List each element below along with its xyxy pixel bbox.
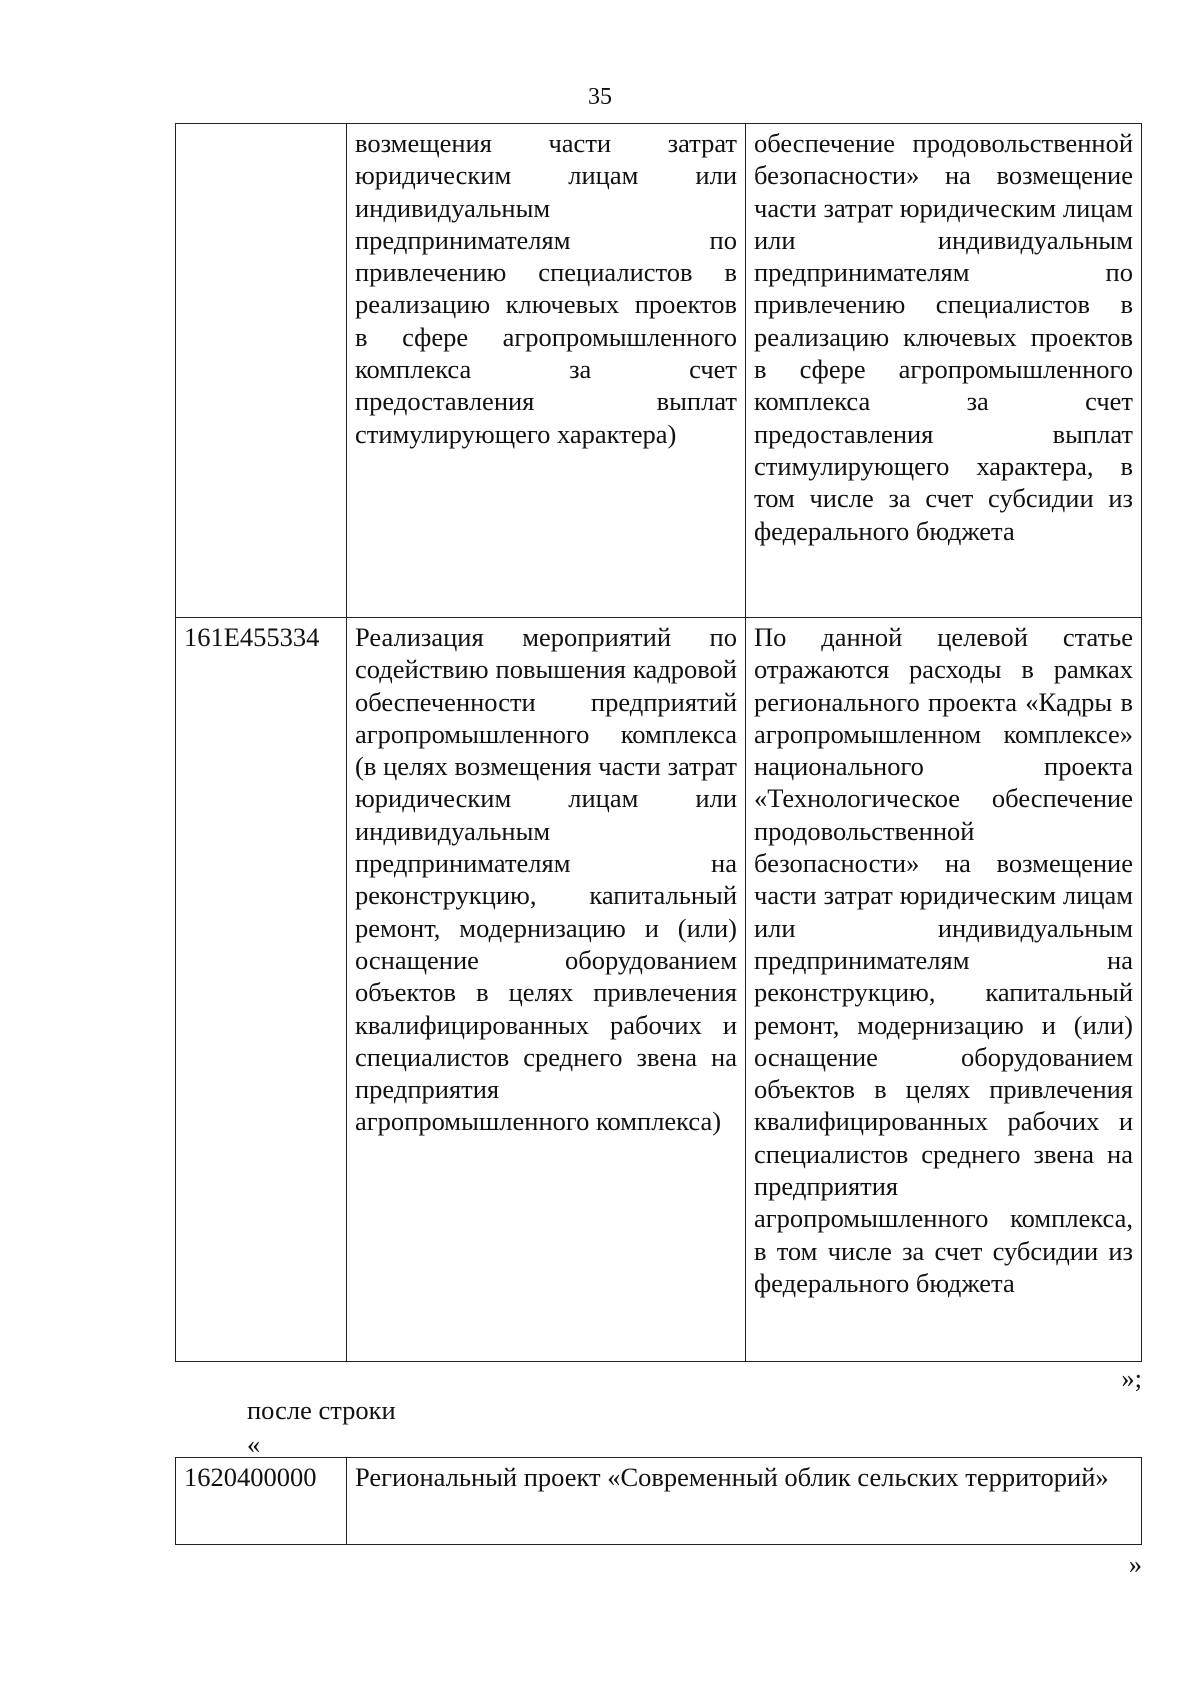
code-cell (176, 618, 347, 1362)
inserted-row-table (175, 1457, 1142, 1545)
table-row (176, 1458, 1142, 1545)
table-row (176, 124, 1142, 618)
code-cell (176, 124, 347, 618)
code-cell (176, 1458, 347, 1545)
article-name: возмещения части затрат юридическим лицам или индивидуальным предпринимателям по привлечению специалистов в реализацию ключевых проектов в сфере агропромышленного комплекса за счет предоставления выплат стимулирующего характера) (355, 128, 737, 449)
closing-quote-mark: » (1128, 1549, 1142, 1579)
article-code: 161E455334 (184, 622, 320, 652)
name-cell (347, 618, 746, 1362)
name-cell (347, 1458, 1142, 1545)
page-number: 35 (588, 84, 612, 110)
description-cell (746, 618, 1142, 1362)
budget-articles-table (175, 123, 1142, 1362)
opening-quote-mark: « (247, 1429, 261, 1459)
table-row (176, 618, 1142, 1362)
article-description: обеспечение продовольственной безопасности» на возмещение части затрат юридическим лицам или индивидуальным предпринимателям по привлечению специалистов в реализацию ключевых проектов в сфере агропромышленного комплекса за счет предоставления выплат стимулирующего характера, в том числе за счет субсидии из федерального бюджета (754, 128, 1133, 546)
article-name: Региональный проект «Современный облик сельских территорий» (355, 1462, 1109, 1492)
description-cell (746, 124, 1142, 618)
article-description: По данной целевой статье отражаются расходы в рамках регионального проекта «Кадры в агропромышленном комплексе» национального проекта «Технологическое обеспечение продовольственной безопасности» на возмещение части затрат юридическим лицам или индивидуальным предпринимателям на реконструкцию, капитальный ремонт, модернизацию и (или) оснащение оборудованием объектов в целях привлечения квалифицированных рабочих и специалистов среднего звена на предприятия агропромышленного комплекса, в том числе за счет субсидии из федерального бюджета (754, 622, 1133, 1298)
instruction-text: после строки (247, 1395, 396, 1425)
name-cell (347, 124, 746, 618)
closing-quote-mark: »; (1121, 1363, 1142, 1393)
article-code: 1620400000 (184, 1462, 317, 1492)
article-name: Реализация мероприятий по содействию повышения кадровой обеспеченности предприятий агропромышленного комплекса (в целях возмещения части затрат юридическим лицам или индивидуальным предпринимателям на реконструкцию, капитальный ремонт, модернизацию и (или) оснащение оборудованием объектов в целях привлечения квалифицированных рабочих и специалистов среднего звена на предприятия агропромышленного комплекса) (355, 622, 737, 1137)
